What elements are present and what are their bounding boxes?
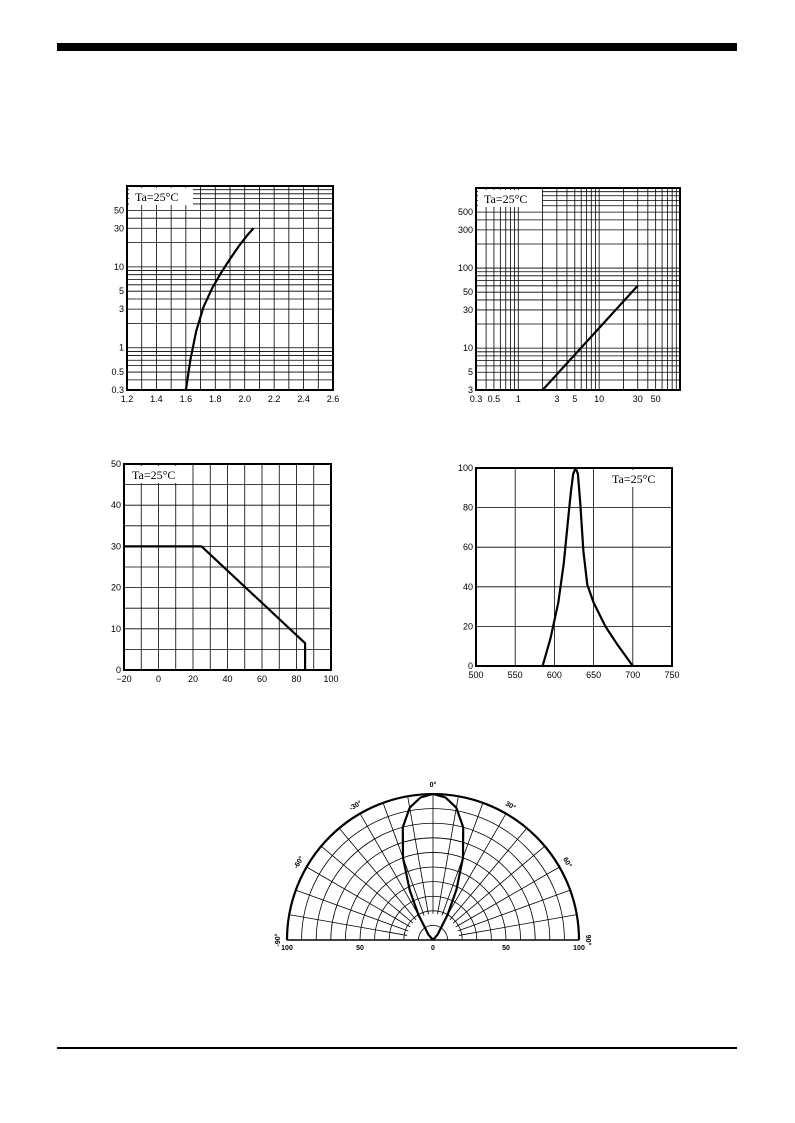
y-tick-label: 80	[462, 502, 473, 513]
x-tick-label: 600	[546, 670, 562, 680]
chart-c1	[111, 186, 339, 404]
chart-c3	[111, 459, 339, 684]
x-tick-label: 1.2	[120, 394, 134, 404]
y-tick-label: 40	[110, 500, 121, 511]
series-line	[543, 468, 633, 666]
y-tick-label: 1	[118, 342, 124, 353]
polar-radial-label: 100	[281, 945, 293, 952]
y-tick-label: 0	[467, 661, 473, 671]
x-tick-label: 700	[625, 670, 641, 680]
polar-radial-label: 50	[502, 945, 510, 952]
polar-spoke	[307, 867, 411, 927]
x-tick-label: 2.0	[238, 394, 251, 404]
y-tick-label: 5	[467, 367, 473, 378]
polar-angle-label: 0°	[429, 782, 437, 789]
x-tick-label: 750	[664, 670, 680, 680]
plot-frame	[476, 468, 672, 666]
x-tick-label: 50	[650, 394, 661, 404]
x-tick-label: 5	[572, 394, 578, 404]
x-tick-label: −20	[116, 674, 132, 684]
x-tick-label: 1.8	[209, 394, 222, 404]
x-tick-label: 1	[515, 394, 521, 404]
y-tick-label: 40	[462, 581, 473, 592]
polar-ring	[418, 925, 447, 940]
y-tick-label: 50	[110, 459, 121, 469]
y-tick-label: 50	[113, 205, 124, 216]
polar-angle-label: -60°	[292, 855, 306, 871]
x-tick-label: 40	[222, 674, 233, 684]
x-tick-label: 2.6	[326, 394, 340, 404]
x-tick-label: 0.3	[469, 394, 483, 404]
y-tick-label: 10	[110, 623, 121, 634]
x-tick-label: 2.2	[267, 394, 281, 404]
polar-spoke	[360, 814, 420, 918]
polar-radial-label: 0	[431, 945, 435, 952]
x-tick-label: 3	[554, 394, 560, 404]
x-tick-label: 80	[291, 674, 302, 684]
x-tick-label: 550	[507, 670, 523, 680]
polar-angle-label: -30°	[348, 799, 364, 813]
plot-frame	[476, 188, 680, 390]
y-tick-label: 30	[462, 304, 473, 315]
y-tick-label: 0.5	[111, 367, 124, 378]
x-tick-label: 0	[155, 674, 162, 684]
condition-label: Ta=25°C	[612, 472, 656, 486]
polar-spoke	[456, 867, 560, 927]
y-tick-label: 0	[115, 665, 121, 675]
polar-spoke	[458, 890, 571, 931]
y-tick-label: 300	[457, 224, 473, 235]
y-tick-label: 100	[457, 463, 473, 473]
polar-radial-label: 100	[573, 945, 585, 952]
y-tick-label: 5	[118, 286, 124, 297]
y-tick-label: 60	[462, 542, 473, 553]
x-tick-label: 2.4	[297, 394, 310, 404]
y-tick-label: 3	[467, 385, 473, 395]
polar-angle-label: 30°	[503, 800, 517, 812]
x-tick-label: 100	[323, 674, 339, 684]
y-tick-label: 500	[457, 207, 473, 218]
polar-radial-label: 50	[356, 945, 364, 952]
y-tick-label: 0.3	[111, 385, 124, 395]
polar-angle-label: -90°	[275, 933, 282, 947]
chart-c2	[458, 188, 680, 404]
condition-label: Ta=25°C	[135, 190, 179, 204]
x-tick-label: 1.6	[179, 394, 193, 404]
polar-angle-label: 60°	[561, 856, 573, 870]
y-tick-label: 20	[462, 621, 473, 632]
y-tick-label: 30	[113, 223, 124, 234]
y-tick-label: 50	[462, 287, 473, 298]
polar-spoke	[446, 814, 506, 918]
x-tick-label: 10	[594, 394, 605, 404]
chart-polar	[274, 781, 592, 952]
x-tick-label: 60	[256, 674, 268, 684]
y-tick-label: 10	[113, 261, 124, 272]
y-tick-label: 30	[110, 541, 121, 552]
x-tick-label: 650	[586, 670, 602, 680]
x-tick-label: 0.5	[487, 394, 501, 404]
y-tick-label: 20	[110, 582, 121, 593]
y-tick-label: 3	[118, 304, 124, 315]
chart-c4	[458, 463, 680, 680]
condition-label: Ta=25°C	[132, 468, 176, 482]
polar-angle-label: 90°	[584, 934, 591, 946]
x-tick-label: 1.4	[150, 394, 163, 404]
condition-label: Ta=25°C	[484, 192, 528, 206]
y-tick-label: 10	[462, 343, 473, 354]
polar-spoke	[296, 890, 409, 931]
x-tick-label: 500	[468, 670, 484, 680]
x-tick-label: 30	[632, 394, 643, 404]
y-tick-label: 100	[457, 263, 473, 274]
x-tick-label: 20	[187, 674, 199, 684]
